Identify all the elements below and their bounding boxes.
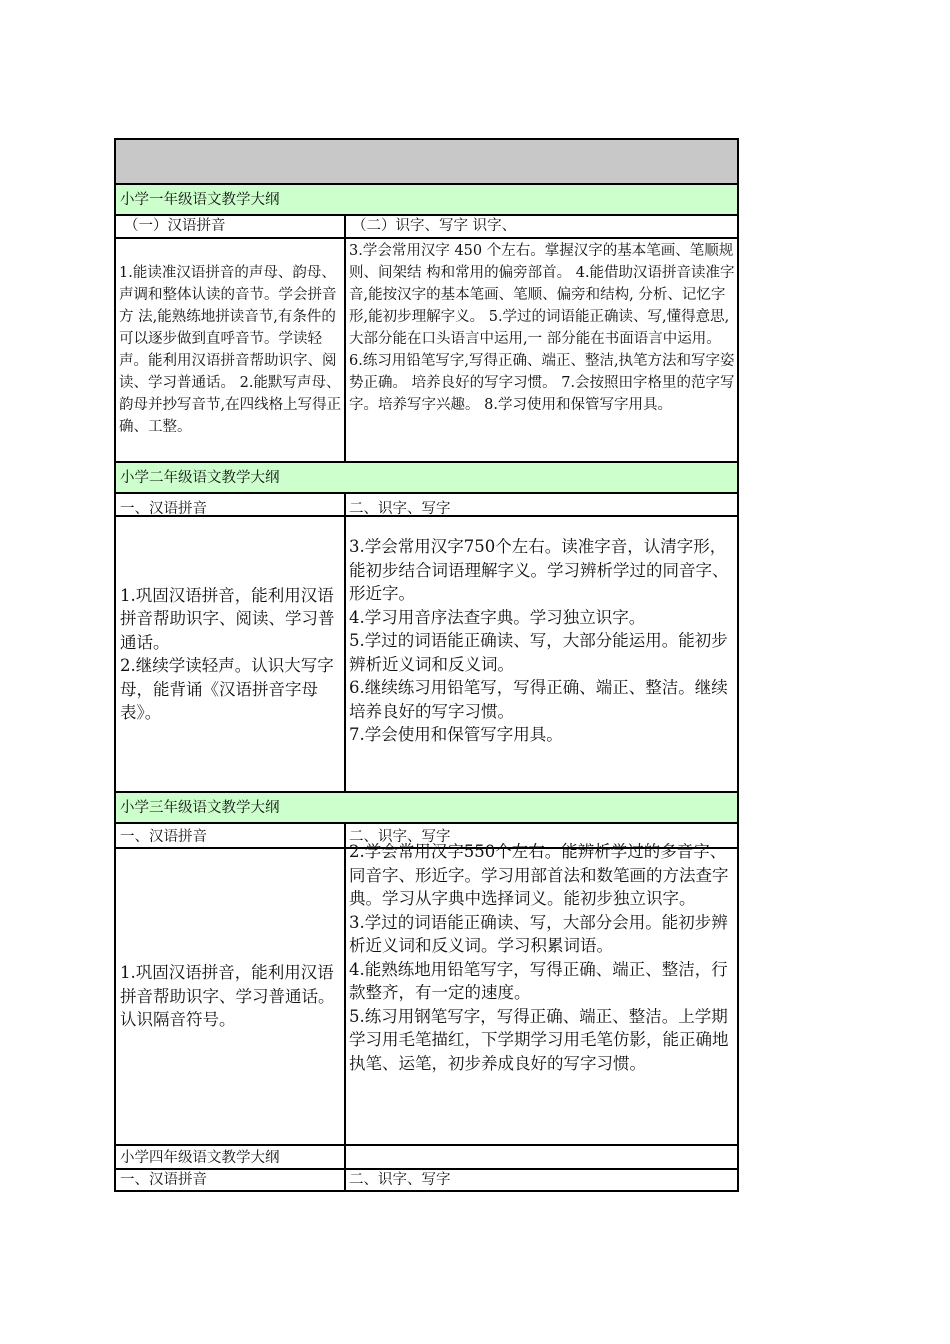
grade2-literacy-item-4: 4.学习用音序法查字典。学习独立识字。 bbox=[349, 607, 646, 627]
grade1-pinyin-content bbox=[116, 239, 346, 461]
grade1-pinyin-heading: （一）汉语拼音 bbox=[116, 216, 346, 237]
grade1-literacy-heading: （二）识字、写字 识字、 bbox=[352, 218, 517, 234]
grade1-subheader-row bbox=[114, 216, 739, 239]
grade2-literacy-item-3: 3.学会常用汉字750个左右。读准字音，认清字形，能初步结合词语理解字义。学习辨析学过的同音字、形近字。 bbox=[349, 537, 729, 604]
grade3-literacy-item-2: 2.学会常用汉字550个左右。能辨析学过的多音字、同音字、形近字。学习用部首法和数笔画的方法查字典。学习从字典中选择词义。能初步独立识字。 bbox=[349, 842, 729, 908]
grade1-pinyin-text: 1.能读准汉语拼音的声母、韵母、声调和整体认读的音节。学会拼音方 法,能熟练地拼读音节,有条件的可以逐步做到直呼音节。学读轻声。能利用汉语拼音帮助识字、阅读、学习普通话。 2.能默写声母、韵母并抄写音节,在四线格上写得正确、工整。 bbox=[119, 265, 342, 435]
grade3-pinyin-heading: 一、汉语拼音 bbox=[116, 824, 346, 847]
grade4-pinyin-heading: 一、汉语拼音 bbox=[116, 1170, 346, 1190]
grade4-title: 小学四年级语文教学大纲 bbox=[116, 1146, 346, 1168]
grade2-pinyin-item-1: 1.巩固汉语拼音，能利用汉语拼音帮助识字、阅读、学习普通话。 bbox=[120, 585, 335, 652]
grade2-title: 小学二年级语文教学大纲 bbox=[114, 463, 739, 494]
grade3-pinyin-content bbox=[116, 849, 346, 1144]
grade3-literacy-content bbox=[346, 840, 737, 1144]
grade3-literacy-item-4: 4.能熟练地用铅笔写字，写得正确、端正、整洁，行款整齐，有一定的速度。 bbox=[349, 959, 728, 1002]
grade2-literacy-heading: 二、识字、写字 bbox=[349, 501, 451, 515]
grade2-literacy-item-6: 6.继续练习用铅笔写，写得正确、端正、整洁。继续培养良好的写字习惯。 bbox=[349, 678, 728, 721]
grade2-literacy-item-7: 7.学会使用和保管写字用具。 bbox=[349, 725, 563, 745]
grade2-pinyin-content bbox=[116, 517, 346, 791]
grade1-title: 小学一年级语文教学大纲 bbox=[114, 185, 739, 216]
grade3-literacy-item-5: 5.练习用钢笔写字，写得正确、端正、整洁。上学期学习用毛笔描红，下学期学习用毛笔仿影，能正确地执笔、运笔，初步养成良好的写字习惯。 bbox=[349, 1006, 729, 1073]
grade2-pinyin-item-2: 2.继续学读轻声。认识大写字母，能背诵《汉语拼音字母表》。 bbox=[120, 656, 334, 722]
grade3-title: 小学三年级语文教学大纲 bbox=[114, 793, 739, 824]
grade2-subheader-row bbox=[114, 494, 739, 517]
grade3-literacy-heading: 二、识字、写字 bbox=[349, 829, 451, 845]
grade3-literacy-item-3: 3.学过的词语能正确读、写，大部分会用。能初步辨析近义词和反义词。学习积累词语。 bbox=[349, 912, 728, 955]
grade4-subheader-row bbox=[114, 1170, 739, 1192]
grade1-content-row bbox=[114, 239, 739, 463]
grade3-content-row bbox=[114, 842, 739, 1146]
grade4-literacy-heading: 二、识字、写字 bbox=[349, 1172, 451, 1188]
grade4-title-empty-cell bbox=[346, 1146, 737, 1168]
grade2-literacy-item-5: 5.学过的词语能正确读、写，大部分能运用。能初步辨析近义词和反义词。 bbox=[349, 631, 728, 674]
grade1-literacy-content bbox=[346, 239, 737, 461]
grade2-content-row bbox=[114, 517, 739, 793]
grade2-literacy-content bbox=[346, 517, 737, 791]
grade4-title-row bbox=[114, 1146, 739, 1170]
table-header-band bbox=[114, 138, 739, 185]
grade1-literacy-text: 3.学会常用汉字 450 个左右。掌握汉字的基本笔画、笔顺规则、间架结 构和常用的偏旁部首。 4.能借助汉语拼音读准字音,能按汉字的基本笔画、笔顺、偏旁和结构, 分析、记忆字形,能初步理解字义。 5.学过的词语能正确读、写,懂得意思,大部分能在口头语言中运用,一 部分能在书面语言中运用。 6.练习用铅笔写字,写得正确、端正、整洁,执笔方法和写字姿势正确。 培养良好的写字习惯。 7.会按照田字格里的范字写字。培养写字兴趣。 8.学习使用和保管写字用具。 bbox=[349, 243, 735, 413]
grade2-pinyin-heading: 一、汉语拼音 bbox=[116, 494, 346, 515]
syllabus-table bbox=[114, 138, 739, 1192]
grade3-pinyin-item-1: 1.巩固汉语拼音，能利用汉语拼音帮助识字、学习普通话。认识隔音符号。 bbox=[120, 963, 335, 1030]
